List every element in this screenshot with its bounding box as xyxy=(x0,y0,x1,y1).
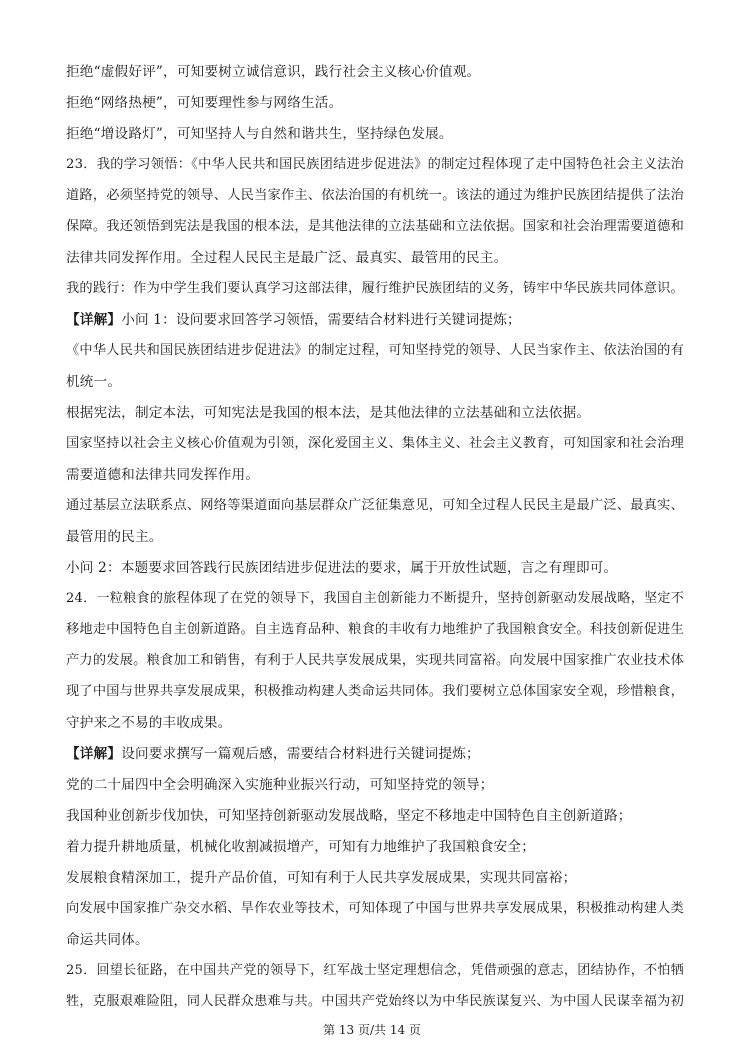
text-line: 守护来之不易的丰收成果。 xyxy=(66,715,232,731)
text-line: 发展粮食精深加工，提升产品价值，可知有利于人民共享发展成果，实现共同富裕； xyxy=(66,870,577,886)
text-line: 命运共同体。 xyxy=(66,932,149,948)
text-line: 拒绝“增设路灯”，可知坚持人与自然和谐共生，坚持绿色发展。 xyxy=(66,126,453,142)
text-line: 道路，必须坚持党的领导、人民当家作主、依法治国的有机统一。该法的通过为维护民族团结提供了法治 xyxy=(66,188,684,203)
text-line: 通过基层立法联系点、网络等渠道面向基层群众广泛征集意见，可知全过程人民民主是最广泛、最真实、 xyxy=(66,498,684,513)
text-line: 国家坚持以社会主义核心价值观为引领，深化爱国主义、集体主义、社会主义教育，可知国家和社会治理 xyxy=(66,436,684,451)
page-number-footer: 第 13 页/共 14 页 xyxy=(323,1023,421,1037)
text-line: 现了中国与世界共享发展成果，积极推动构建人类命运共同体。我们要树立总体国家安全观，珍惜粮食， xyxy=(66,684,684,699)
detail-line xyxy=(66,744,684,764)
text-line: 着力提升耕地质量，机械化收割减损增产，可知有力地维护了我国粮食安全； xyxy=(66,839,535,855)
question-24-line: 24．一粒粮食的旅程体现了在党的领导下，我国自主创新能力不断提升，坚持创新驱动发展战略，坚定不 xyxy=(66,591,684,606)
text-line: 拒绝“虚假好评”，可知要树立诚信意识，践行社会主义核心价值观。 xyxy=(66,64,481,80)
text-line: 拒绝“网络热梗”，可知要理性参与网络生活。 xyxy=(66,95,343,111)
text-line: 向发展中国家推广杂交水稻、旱作农业等技术，可知体现了中国与世界共享发展成果，积极推动构建人类 xyxy=(66,901,684,916)
question-25-line: 25．回望长征路，在中国共产党的领导下，红军战士坚定理想信念，凭借顽强的意志，团结协作，不怕牺 xyxy=(66,963,684,978)
text-line: 我国种业创新步伐加快，可知坚持创新驱动发展战略，坚定不移地走中国特色自主创新道路； xyxy=(66,808,632,824)
text-line: 党的二十届四中全会明确深入实施种业振兴行动，可知坚持党的领导； xyxy=(66,777,494,793)
detail-tag: 【详解】 xyxy=(66,746,122,762)
text-line: 最管用的民主。 xyxy=(66,529,163,545)
text-line: 机统一。 xyxy=(66,374,122,390)
text-line: 需要道德和法律共同发挥作用。 xyxy=(66,467,260,483)
text-line: 移地走中国特色自主创新道路。自主选育品种、粮食的丰收有力地维护了我国粮食安全。科技创新促进生 xyxy=(66,622,684,637)
text-line: 保障。我还领悟到宪法是我国的根本法，是其他法律的立法基础和立法依据。国家和社会治理需要道德和 xyxy=(66,219,684,234)
detail-line xyxy=(66,310,684,330)
text-line: 小问 2：本题要求回答践行民族团结进步促进法的要求，属于开放性试题，言之有理即可。 xyxy=(66,560,618,576)
detail-text: 设问要求撰写一篇观后感，需要结合材料进行关键词提炼； xyxy=(121,746,480,762)
text-line: 牲，克服艰难险阻，同人民群众患难与共。中国共产党始终以为中华民族谋复兴、为中国人民谋幸福为初 xyxy=(66,994,684,1009)
text-line: 法律共同发挥作用。全过程人民民主是最广泛、最真实、最管用的民主。 xyxy=(66,250,508,266)
question-23-line: 23．我的学习领悟：《中华人民共和国民族团结进步促进法》的制定过程体现了走中国特色社会主义法治 xyxy=(66,157,684,172)
text-line: 根据宪法，制定本法，可知宪法是我国的根本法，是其他法律的立法基础和立法依据。 xyxy=(66,405,591,421)
detail-text: 小问 1：设问要求回答学习领悟，需要结合材料进行关键词提炼； xyxy=(121,312,521,328)
text-line: 我的践行：作为中学生我们要认真学习这部法律，履行维护民族团结的义务，铸牢中华民族共同体意识。 xyxy=(66,281,684,296)
text-line: 《中华人民共和国民族团结进步促进法》的制定过程，可知坚持党的领导、人民当家作主、依法治国的有 xyxy=(66,343,684,358)
text-line: 产力的发展。粮食加工和销售，有利于人民共享发展成果，实现共同富裕。向发展中国家推广农业技术体 xyxy=(66,653,684,668)
detail-tag: 【详解】 xyxy=(66,312,122,328)
